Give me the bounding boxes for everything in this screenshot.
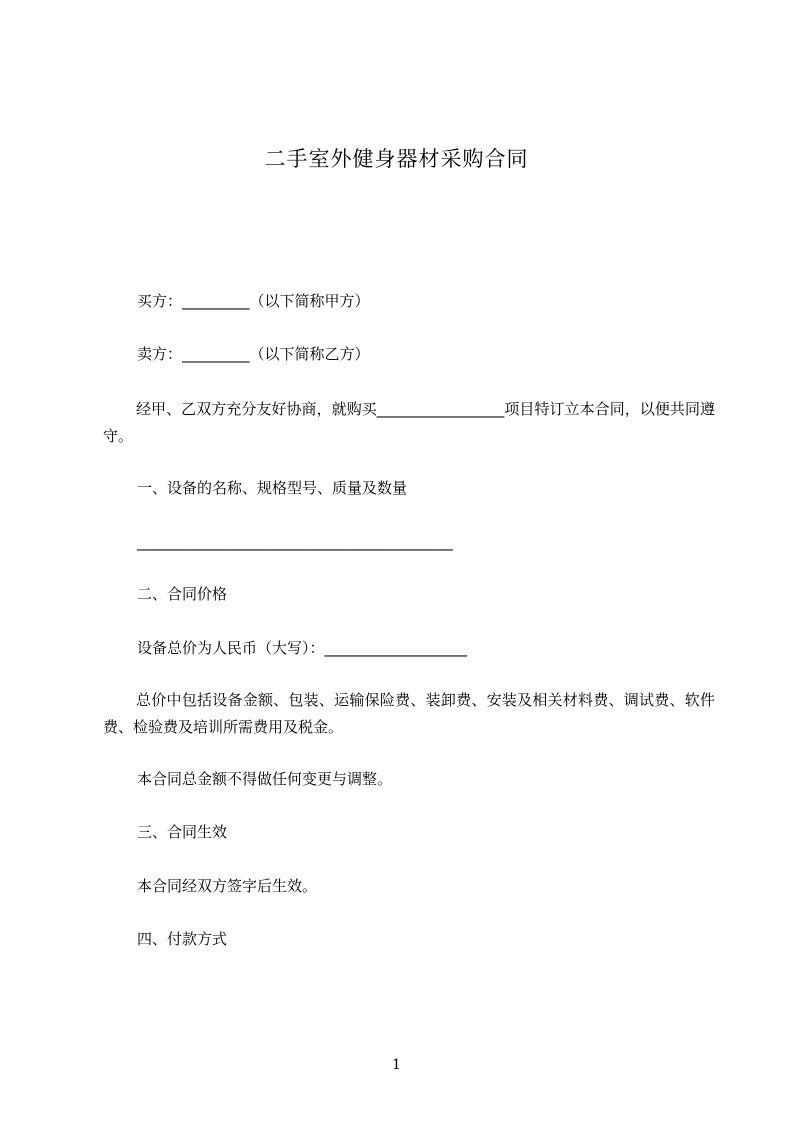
section-4-heading: 四、付款方式 [137,930,228,948]
document-title: 二手室外健身器材采购合同 [264,147,529,171]
section-3-heading: 三、合同生效 [137,823,228,841]
price-line: 设备总价为人民币（大写）：___________________ [137,639,468,657]
intro-paragraph: 经甲、乙双方充分友好协商，就购买_________________项目特订立本合同，以便共同遵守。 [103,400,715,445]
price-includes-paragraph: 总价中包括设备金额、包装、运输保险费、装卸费、安装及相关材料费、调试费、软件费、检验费及培训所需费用及税金。 [103,691,715,736]
buyer-line: 买方：_________（以下简称甲方） [137,292,370,310]
section-1-heading: 一、设备的名称、规格型号、质量及数量 [137,479,408,497]
page-number: 1 [392,1057,401,1073]
no-change-line: 本合同总金额不得做任何变更与调整。 [137,770,393,788]
section-2-heading: 二、合同价格 [137,585,228,603]
section-1-blank-line: _______________________________________________ [137,533,452,551]
effect-line: 本合同经双方签字后生效。 [137,877,318,895]
seller-line: 卖方：_________（以下简称乙方） [137,345,370,363]
